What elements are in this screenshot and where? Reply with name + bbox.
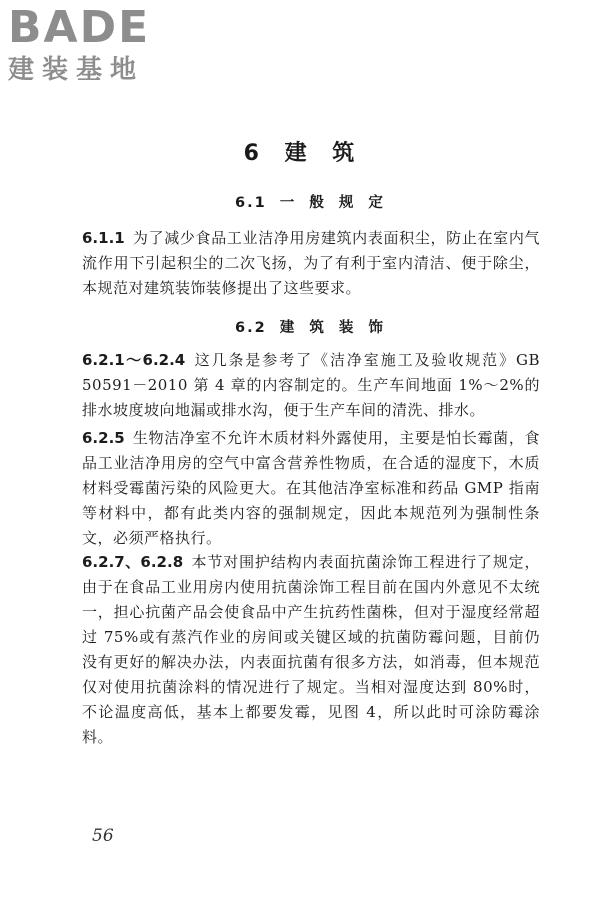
clause-text: 生物洁净室不允许木质材料外露使用，主要是怕长霉菌，食品工业洁净用房的空气中富含营养性物质，在合适的湿度下，木质材料受霉菌污染的风险更大。在其他洁净室标准和药品 GMP 指南等材料中，都有此类内容的强制规定，因此本规范列为强制性条文，必须严格执行。 [82,429,540,547]
clause-number: 6.2.1～6.2.4 [82,351,186,369]
clause-text: 这几条是参考了《洁净室施工及验收规范》GB 50591－2010 第 4 章的内容制定的。生产车间地面 1%～2%的排水坡度坡向地漏或排水沟，便于生产车间的清洗、排水。 [82,351,540,419]
clause-number: 6.2.7、6.2.8 [82,553,184,571]
logo-brand-text: BADE [8,2,151,53]
chapter-title: 6 建 筑 [243,141,357,166]
clause-text: 为了减少食品工业洁净用房建筑内表面积尘，防止在室内气流作用下引起积尘的二次飞扬，为了有利于室内清洁、便于除尘，本规范对建筑装饰装修提出了这些要求。 [82,229,540,297]
clause-number: 6.1.1 [82,229,125,247]
logo-subtitle: 建装基地 [8,55,145,85]
section-title-6-2: 6.2 建 筑 装 饰 [235,320,385,336]
section-title-6-1: 6.1 一 般 规 定 [235,195,385,211]
bade-logo [8,4,178,88]
clause-paragraph [82,426,540,551]
clause-paragraph [82,226,540,301]
clause-paragraph [82,550,540,750]
clause-number: 6.2.5 [82,429,125,447]
clause-paragraph [82,348,540,423]
page-number: 56 [92,826,114,846]
clause-text: 本节对围护结构内表面抗菌涂饰工程进行了规定，由于在食品工业用房内使用抗菌涂饰工程目前在国内外意见不太统一，担心抗菌产品会使食品中产生抗药性菌株，但对于湿度经常超过 75%或有蒸汽作业的房间或关键区域的抗菌防霉问题，目前仍没有更好的解决办法，内表面抗菌有很多方法，如消毒，但本规范仅对使用抗菌涂料的情况进行了规定。当相对湿度达到 80%时，不论温度高低，基本上都要发霉，见图 4，所以此时可涂防霉涂料。 [82,553,540,746]
